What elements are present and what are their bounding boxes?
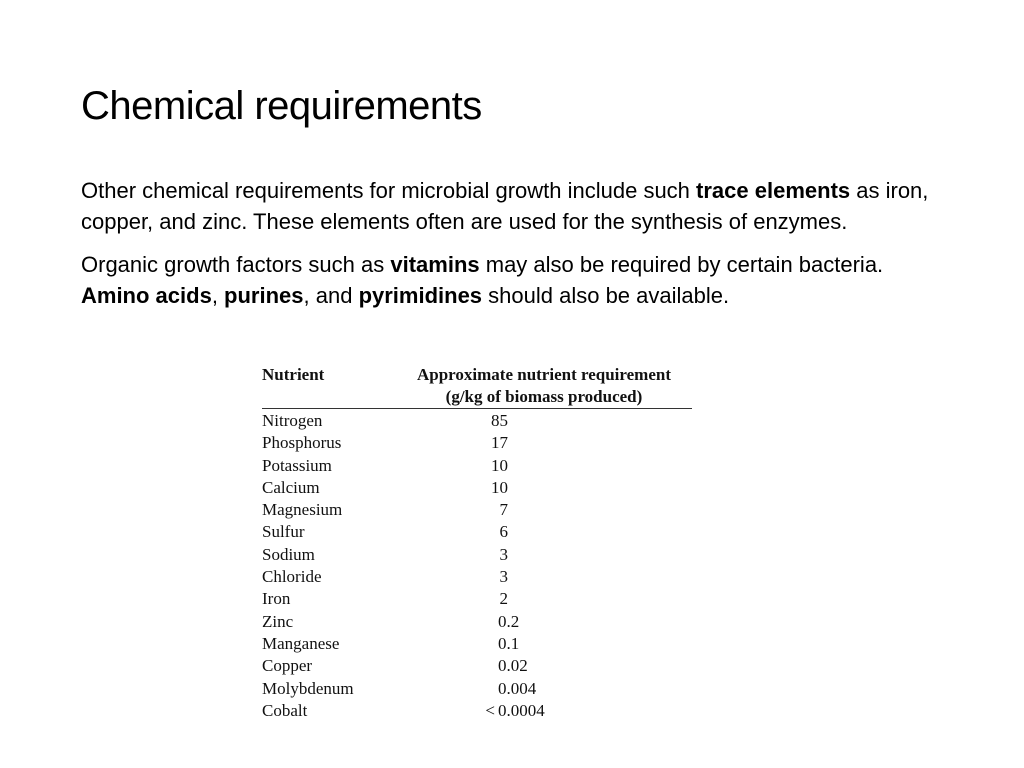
column-header-requirement-line1: Approximate nutrient requirement — [416, 365, 672, 384]
requirement-value: 10 — [491, 455, 508, 475]
requirement-value: 2 — [499, 589, 508, 609]
requirement-value: 10 — [491, 477, 508, 497]
bold-term: Amino acids — [81, 283, 212, 308]
table-row — [262, 455, 692, 477]
requirement-value: 3 — [499, 567, 508, 587]
nutrient-name: Sulfur — [262, 522, 305, 542]
bold-term: purines — [224, 283, 304, 308]
nutrient-name: Molybdenum — [262, 678, 354, 698]
nutrient-requirement-table — [262, 364, 692, 722]
slide-body — [81, 175, 951, 323]
nutrient-name: Manganese — [262, 633, 340, 653]
nutrient-name: Magnesium — [262, 500, 343, 520]
requirement-value: 17 — [491, 433, 508, 453]
nutrient-name: Phosphorus — [262, 433, 342, 453]
text-run: , and — [303, 283, 359, 308]
requirement-value: 6 — [499, 522, 508, 542]
nutrient-name: Calcium — [262, 477, 320, 497]
requirement-value: 7 — [499, 500, 508, 520]
bold-term: vitamins — [390, 252, 480, 277]
table-row — [262, 678, 692, 700]
nutrient-name: Cobalt — [262, 700, 308, 720]
table-row — [262, 544, 692, 566]
text-run: Organic growth factors such as — [81, 252, 391, 277]
nutrient-name: Nitrogen — [262, 411, 323, 430]
nutrient-name: Potassium — [262, 455, 332, 475]
requirement-value: 0.2 — [498, 611, 520, 631]
requirement-value: 0.1 — [498, 633, 520, 653]
requirement-value: 0.004 — [498, 678, 537, 698]
column-header-requirement-line2: (g/kg of biomass produced) — [445, 387, 643, 406]
slide-title: Chemical requirements — [81, 84, 482, 128]
nutrient-name: Zinc — [262, 611, 294, 631]
less-than-symbol: < — [485, 700, 495, 720]
bold-term: trace elements — [696, 178, 851, 203]
text-run: may also be required by certain bacteria. — [479, 252, 884, 277]
requirement-value: 0.02 — [498, 656, 528, 676]
nutrient-name: Sodium — [262, 544, 315, 564]
table-body — [262, 409, 692, 722]
table-header — [262, 364, 692, 409]
nutrient-name: Chloride — [262, 567, 322, 587]
table-row — [262, 432, 692, 454]
paragraph-organic-growth-factors — [81, 249, 951, 311]
text-run: as iron, copper, and zinc. These elements often are used for the synthesis of enzymes. — [81, 178, 929, 234]
text-run: Other chemical requirements for microbial growth include such — [81, 178, 697, 203]
table-row — [262, 588, 692, 610]
table-row — [262, 700, 692, 722]
requirement-value: 0.0004 — [498, 700, 545, 720]
text-run: , — [211, 283, 225, 308]
table-row — [262, 521, 692, 543]
table-row — [262, 566, 692, 588]
nutrient-name: Copper — [262, 656, 313, 676]
table-row — [262, 477, 692, 499]
paragraph-trace-elements — [81, 175, 951, 237]
requirement-value: 85 — [491, 411, 508, 430]
bold-term: pyrimidines — [358, 283, 483, 308]
table-row — [262, 633, 692, 655]
text-run: should also be available. — [482, 283, 730, 308]
column-header-requirement — [396, 364, 692, 408]
requirement-value: 3 — [499, 544, 508, 564]
table-row — [262, 410, 692, 432]
column-header-nutrient: Nutrient — [262, 365, 325, 384]
table-row — [262, 499, 692, 521]
nutrient-name: Iron — [262, 589, 291, 609]
table-row — [262, 655, 692, 677]
table-row — [262, 611, 692, 633]
